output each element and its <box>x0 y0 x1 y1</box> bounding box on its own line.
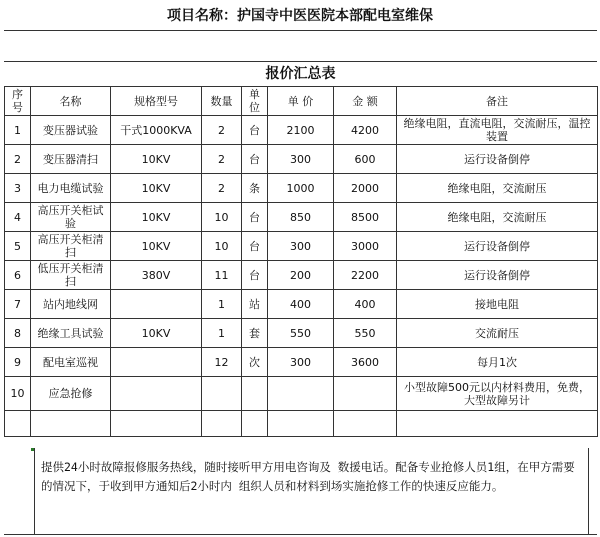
cell-price: 300 <box>268 145 334 174</box>
cell-index: 10 <box>5 377 31 411</box>
cell-name: 应急抢修 <box>31 377 111 411</box>
note-line-2: 大型故障另计 <box>464 393 530 407</box>
cell-name: 站内地线网 <box>31 290 111 319</box>
table-row <box>5 290 598 319</box>
blank-row <box>4 30 597 62</box>
cell-qty <box>202 377 242 411</box>
table-row <box>5 145 598 174</box>
cell-unit: 台 <box>242 203 268 232</box>
cell-unit: 台 <box>242 116 268 145</box>
cell-note: 交流耐压 <box>397 319 598 348</box>
cell-index: 2 <box>5 145 31 174</box>
cell-spec <box>111 290 202 319</box>
cell-unit <box>242 377 268 411</box>
cell-corner-marker <box>31 448 34 451</box>
cell-unit: 次 <box>242 348 268 377</box>
cell-name: 高压开关柜试验 <box>31 203 111 232</box>
cell-note: 运行设备倒停 <box>397 145 598 174</box>
cell-index: 6 <box>5 261 31 290</box>
cell-name: 变压器清扫 <box>31 145 111 174</box>
cell-price: 400 <box>268 290 334 319</box>
cell-qty: 2 <box>202 145 242 174</box>
cell-amount: 2200 <box>334 261 397 290</box>
header-amount: 金 额 <box>334 87 397 116</box>
cell-note: 绝缘电阻，交流耐压 <box>397 203 598 232</box>
cell-index: 8 <box>5 319 31 348</box>
header-name: 名称 <box>31 87 111 116</box>
cell-qty: 2 <box>202 116 242 145</box>
header-spec: 规格型号 <box>111 87 202 116</box>
cell-amount: 2000 <box>334 174 397 203</box>
cell-unit: 台 <box>242 145 268 174</box>
cell-index: 4 <box>5 203 31 232</box>
cell-price: 850 <box>268 203 334 232</box>
cell-note: 每月1次 <box>397 348 598 377</box>
table-header-row <box>5 87 598 116</box>
table-row <box>5 377 598 411</box>
table-row <box>5 261 598 290</box>
cell-spec: 10KV <box>111 319 202 348</box>
table-row <box>5 116 598 145</box>
cell-amount: 600 <box>334 145 397 174</box>
note-line-1: 小型故障500元以内材料费用，免费， <box>404 380 590 394</box>
cell-amount <box>334 377 397 411</box>
quote-table <box>4 86 598 437</box>
cell-price <box>268 377 334 411</box>
cell-index: 1 <box>5 116 31 145</box>
cell-unit: 站 <box>242 290 268 319</box>
header-price: 单 价 <box>268 87 334 116</box>
header-index: 序号 <box>5 87 31 116</box>
cell-index: 3 <box>5 174 31 203</box>
cell-unit: 条 <box>242 174 268 203</box>
cell-spec <box>111 348 202 377</box>
header-qty: 数量 <box>202 87 242 116</box>
cell-spec: 干式1000KVA <box>111 116 202 145</box>
cell-note <box>397 377 598 411</box>
cell-name: 电力电缆试验 <box>31 174 111 203</box>
cell-amount: 3000 <box>334 232 397 261</box>
cell-index: 5 <box>5 232 31 261</box>
project-title: 项目名称：护国寺中医医院本部配电室维保 <box>167 8 433 24</box>
cell-spec <box>111 377 202 411</box>
cell-unit: 台 <box>242 261 268 290</box>
cell-unit: 套 <box>242 319 268 348</box>
cell-qty: 11 <box>202 261 242 290</box>
table-row <box>5 348 598 377</box>
cell-price: 300 <box>268 348 334 377</box>
footer-note: 提供24小时故障报修服务热线，随时接听甲方用电咨询及 数援电话。配备专业抢修人员1组，在甲方需要的情况下，于收到甲方通知后2小时内 组织人员和材料到场实施抢修工作的快速反应能力。 <box>34 448 589 534</box>
cell-unit: 台 <box>242 232 268 261</box>
cell-name: 高压开关柜清扫 <box>31 232 111 261</box>
cell-note: 绝缘电阻，交流耐压 <box>397 174 598 203</box>
cell-qty: 10 <box>202 203 242 232</box>
cell-qty: 1 <box>202 319 242 348</box>
cell-spec: 10KV <box>111 232 202 261</box>
cell-price: 1000 <box>268 174 334 203</box>
footer-note-box <box>4 448 597 535</box>
cell-index: 9 <box>5 348 31 377</box>
cell-amount: 8500 <box>334 203 397 232</box>
cell-price: 2100 <box>268 116 334 145</box>
cell-price: 550 <box>268 319 334 348</box>
table-title: 报价汇总表 <box>4 60 597 87</box>
cell-name: 绝缘工具试验 <box>31 319 111 348</box>
cell-note: 运行设备倒停 <box>397 261 598 290</box>
table-row <box>5 174 598 203</box>
table-row <box>5 203 598 232</box>
table-row <box>5 319 598 348</box>
cell-qty: 1 <box>202 290 242 319</box>
cell-amount: 400 <box>334 290 397 319</box>
cell-name: 低压开关柜清扫 <box>31 261 111 290</box>
header-note: 备注 <box>397 87 598 116</box>
cell-spec: 10KV <box>111 203 202 232</box>
cell-amount: 3600 <box>334 348 397 377</box>
cell-note: 运行设备倒停 <box>397 232 598 261</box>
cell-spec: 380V <box>111 261 202 290</box>
cell-price: 300 <box>268 232 334 261</box>
table-row <box>5 232 598 261</box>
cell-spec: 10KV <box>111 174 202 203</box>
cell-amount: 4200 <box>334 116 397 145</box>
cell-note: 接地电阻 <box>397 290 598 319</box>
cell-spec: 10KV <box>111 145 202 174</box>
cell-price: 200 <box>268 261 334 290</box>
cell-qty: 12 <box>202 348 242 377</box>
table-row-empty <box>5 411 598 437</box>
cell-amount: 550 <box>334 319 397 348</box>
cell-name: 配电室巡视 <box>31 348 111 377</box>
cell-name: 变压器试验 <box>31 116 111 145</box>
cell-qty: 2 <box>202 174 242 203</box>
cell-note: 绝缘电阻，直流电阻，交流耐压，温控装置 <box>397 116 598 145</box>
header-unit: 单位 <box>242 87 268 116</box>
cell-index: 7 <box>5 290 31 319</box>
cell-qty: 10 <box>202 232 242 261</box>
